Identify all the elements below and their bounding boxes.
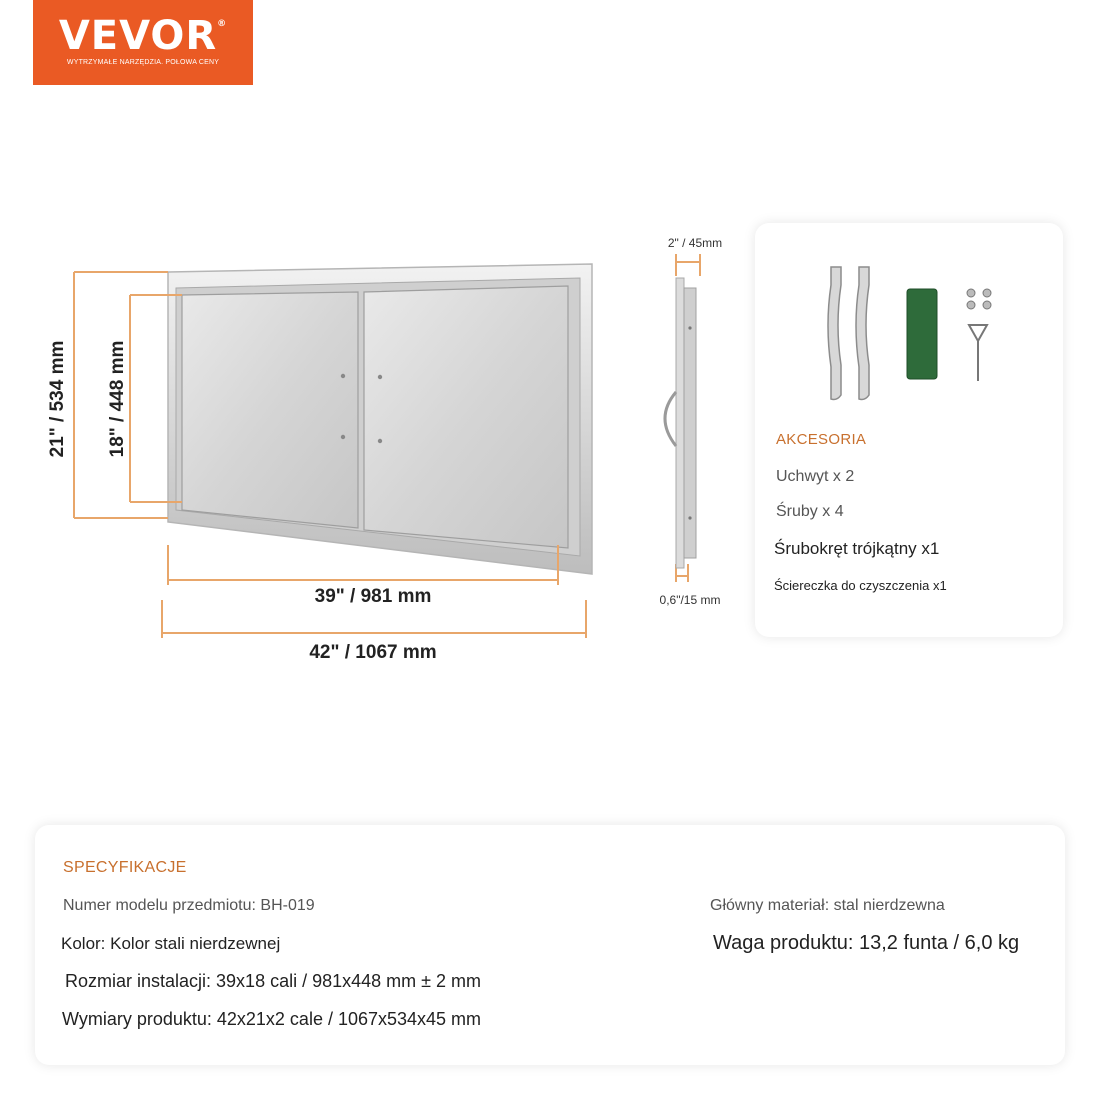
accessory-item: Śrubokręt trójkątny x1: [774, 539, 940, 558]
width-inner-label: 39" / 981 mm: [314, 586, 432, 607]
depth-label: 2" / 45mm: [667, 236, 723, 250]
spec-material: Główny materiał: stal nierdzewna: [710, 897, 945, 914]
door-front-diagram: [40, 240, 610, 680]
spec-model: Numer modelu przedmiotu: BH-019: [63, 897, 315, 914]
left-door-knob-top: [341, 374, 345, 378]
thickness-label: 0,6"/15 mm: [659, 593, 721, 607]
height-outer-label: 21" / 534 mm: [47, 340, 68, 458]
height-inner-label: 18" / 448 mm: [107, 340, 128, 458]
accessory-item: Uchwyt x 2: [776, 468, 855, 485]
side-flange: [676, 278, 684, 568]
brand-tagline: WYTRZYMAŁE NARZĘDZIA. POŁOWA CENY: [66, 59, 220, 66]
side-handle: [665, 392, 676, 446]
right-door-knob-bottom: [378, 439, 382, 443]
screws-and-driver-icon: [961, 285, 1011, 385]
accessories-card: [755, 223, 1063, 637]
width-outer-label: 42" / 1067 mm: [309, 642, 437, 663]
brand-name: [33, 13, 253, 59]
cleaning-pad-icon: [905, 287, 941, 383]
right-door-knob-top: [378, 375, 382, 379]
accessory-item: Ściereczka do czyszczenia x1: [774, 578, 947, 593]
spec-install-size: Rozmiar instalacji: 39x18 cali / 981x448 mm ± 2 mm: [65, 971, 482, 991]
specifications-card: [35, 825, 1065, 1065]
handle-icon: [823, 263, 883, 408]
registered-mark: ®: [217, 19, 228, 29]
right-door-panel: [364, 286, 568, 548]
left-door-panel: [182, 292, 358, 528]
vevor-logo: [33, 0, 253, 85]
brand-name-text: VEVOR: [58, 13, 218, 59]
spec-color: Kolor: Kolor stali nierdzewnej: [61, 934, 281, 953]
accessories-heading: AKCESORIA: [776, 431, 867, 448]
door-side-diagram: [640, 250, 730, 590]
left-door-knob-bottom: [341, 435, 345, 439]
specifications-heading: SPECYFIKACJE: [63, 859, 187, 876]
spec-product-dimensions: Wymiary produktu: 42x21x2 cale / 1067x534x45 mm: [62, 1009, 482, 1029]
spec-weight: Waga produktu: 13,2 funta / 6,0 kg: [713, 932, 1020, 954]
accessory-item: Śruby x 4: [776, 503, 844, 520]
